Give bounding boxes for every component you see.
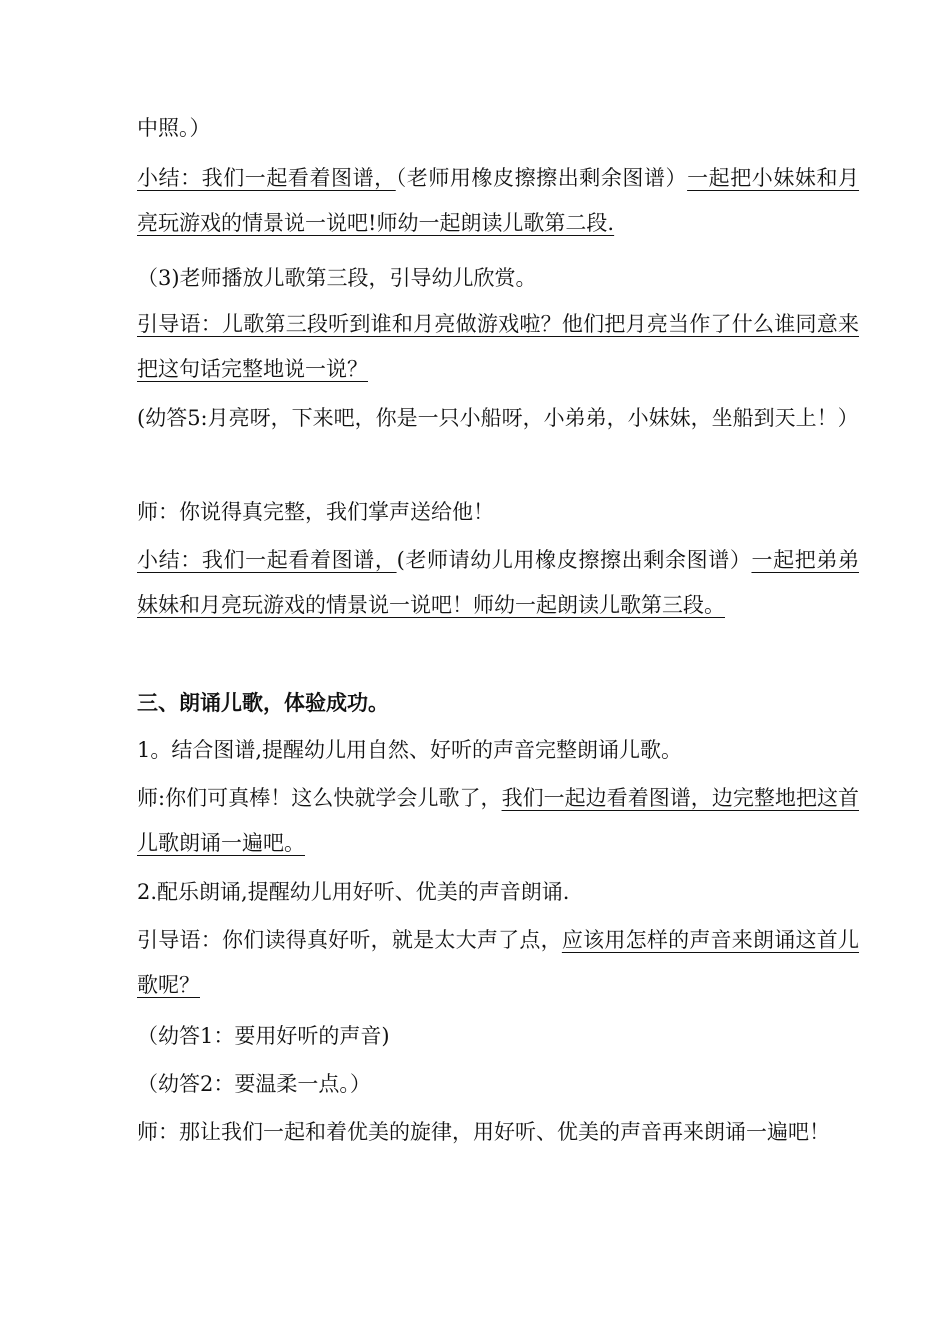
paragraph-summary-2 bbox=[137, 156, 859, 246]
text-span: 师：你说得真完整，我们掌声送给他！ bbox=[137, 500, 494, 524]
text-span: （幼答2：要温柔一点。） bbox=[137, 1072, 371, 1096]
paragraph-item-2 bbox=[137, 870, 859, 915]
paragraph-summary-3 bbox=[137, 538, 859, 628]
heading-text: 三、朗诵儿歌，体验成功。 bbox=[137, 690, 389, 715]
paragraph-answer-1 bbox=[137, 1014, 859, 1059]
text-span: （3)老师播放儿歌第三段，引导幼儿欣赏。 bbox=[137, 266, 537, 290]
text-span: (老师请幼儿用橡皮擦擦出剩余图谱） bbox=[396, 548, 752, 572]
paragraph-guide-4 bbox=[137, 918, 859, 1008]
paragraph-teacher-final bbox=[137, 1110, 859, 1155]
paragraph-step-3 bbox=[137, 256, 859, 301]
underlined-text: 引导语：儿歌第三段听到谁和月亮做游戏啦？他们把月亮当作了什么谁同意来把这句话完整地说一说？ bbox=[137, 312, 859, 381]
underlined-text: 小结：我们一起看着图谱， bbox=[137, 548, 397, 572]
paragraph-ending bbox=[137, 106, 859, 151]
text-span: 师:你们可真棒！这么快就学会儿歌了， bbox=[137, 786, 502, 810]
paragraph-answer-2 bbox=[137, 1062, 859, 1107]
text-span: 1。结合图谱,提醒幼儿用自然、好听的声音完整朗诵儿歌。 bbox=[137, 738, 683, 762]
paragraph-item-1 bbox=[137, 728, 859, 773]
paragraph-guide-3 bbox=[137, 302, 859, 392]
text-span: 师：那让我们一起和着优美的旋律，用好听、优美的声音再来朗诵一遍吧！ bbox=[137, 1120, 830, 1144]
underlined-text: 应该用怎样的声音来朗诵这首儿歌呢？ bbox=[137, 928, 860, 997]
underlined-text: 一起把小妹妹和月亮玩游戏的情景说一说吧!师幼一起朗读儿歌第二段. bbox=[137, 166, 860, 235]
underlined-text: 我们一起边看着图谱，边完整地把这首儿歌朗诵一遍吧。 bbox=[137, 786, 859, 855]
paragraph-teacher-praise bbox=[137, 490, 859, 535]
paragraph-teacher-1 bbox=[137, 776, 859, 866]
section-heading bbox=[137, 680, 859, 725]
text-span: （老师用橡皮擦擦出剩余图谱） bbox=[395, 166, 688, 190]
text-span: 2.配乐朗诵,提醒幼儿用好听、优美的声音朗诵. bbox=[137, 880, 570, 904]
underlined-text: 一起把弟弟妹妹和月亮玩游戏的情景说一说吧！师幼一起朗读儿歌第三段。 bbox=[137, 548, 859, 617]
text-span: 中照。） bbox=[137, 116, 211, 140]
paragraph-answer-5 bbox=[137, 396, 859, 441]
text-span: (幼答5:月亮呀，下来吧，你是一只小船呀，小弟弟，小妹妹，坐船到天上！） bbox=[137, 406, 859, 430]
text-span: （幼答1：要用好听的声音) bbox=[137, 1024, 390, 1048]
underlined-text: 小结：我们一起看着图谱， bbox=[137, 166, 396, 190]
text-span: 引导语：你们读得真好听，就是太大声了点， bbox=[137, 928, 562, 952]
